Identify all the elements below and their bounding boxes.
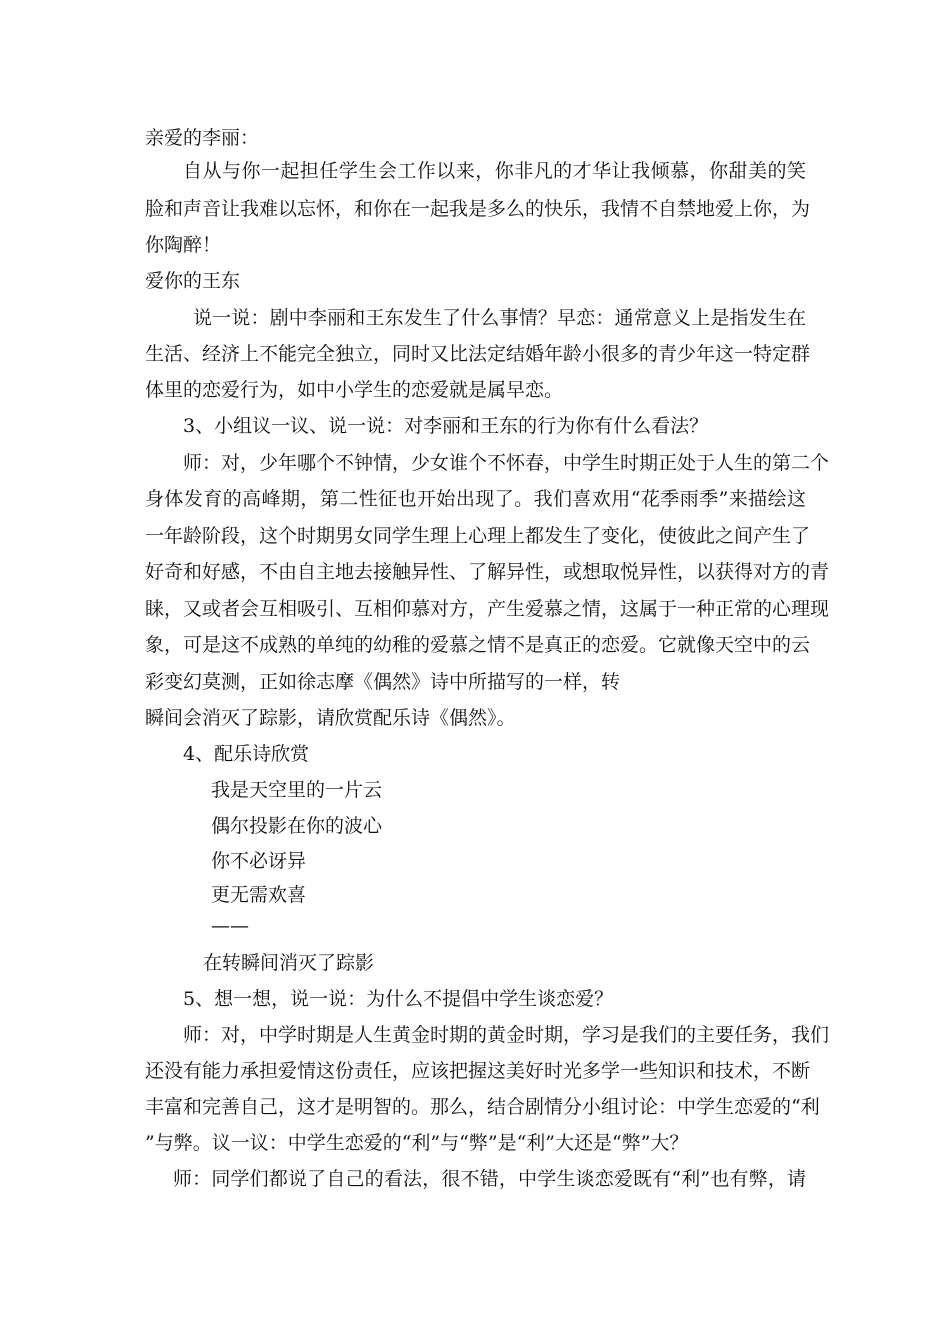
step5-line: 师：同学们都说了自己的看法，很不错，中学生谈恋爱既有“利”也有弊，请 — [173, 1168, 806, 1190]
step3-line: 瞬间会消灭了踪影，请欣赏配乐诗《偶然》。 — [145, 707, 516, 729]
letter-body-line: 脸和声音让我难以忘怀，和你在一起我是多么的快乐，我情不自禁地爱上你，为 — [145, 198, 811, 220]
letter-signature: 爱你的王东 — [145, 270, 241, 292]
poem-line: 更无需欢喜 — [211, 884, 307, 906]
discussion-line: 体里的恋爱行为，如中小学生的恋爱就是属早恋。 — [145, 379, 564, 401]
letter-salutation: 亲爱的李丽： — [145, 127, 260, 149]
step3-heading: 3、小组议一议、说一说：对李丽和王东的行为你有什么看法？ — [183, 415, 709, 437]
poem-line: 你不必讶异 — [211, 850, 307, 872]
poem-line: 在转瞬间消灭了踪影 — [203, 952, 375, 974]
step3-line: 象，可是这不成熟的单纯的幼稚的爱慕之情不是真正的恋爱。它就像天空中的云 — [145, 634, 811, 656]
step3-line: 睐，又或者会互相吸引、互相仰慕对方，产生爱慕之情，这属于一种正常的心理现 — [145, 598, 830, 620]
step3-line: 好奇和好感，不由自主地去接触异性、了解异性，或想取悦异性，以获得对方的青 — [145, 561, 830, 583]
step5-line: 还没有能力承担爱情这份责任，应该把握这美好时光多学一些知识和技术，不断 — [145, 1060, 811, 1082]
step3-line: 师：对，少年哪个不钟情，少女谁个不怀春，中学生时期正处于人生的第二个 — [183, 452, 830, 474]
step4-heading: 4、配乐诗欣赏 — [183, 743, 310, 765]
step5-line: 师：对，中学时期是人生黄金时期的黄金时期，学习是我们的主要任务，我们 — [183, 1024, 830, 1046]
poem-line: 偶尔投影在你的波心 — [211, 815, 383, 837]
step3-line: 身体发育的高峰期，第二性征也开始出现了。我们喜欢用“花季雨季”来描绘这 — [145, 488, 806, 510]
step5-line: 丰富和完善自己，这才是明智的。那么，结合剧情分小组讨论：中学生恋爱的“利 — [145, 1096, 820, 1118]
step3-line: 彩变幻莫测，正如徐志摩《偶然》诗中所描写的一样，转 — [145, 671, 621, 693]
letter-body-line: 自从与你一起担任学生会工作以来，你非凡的才华让我倾慕，你甜美的笑 — [183, 160, 806, 182]
step5-heading: 5、想一想，说一说：为什么不提倡中学生谈恋爱？ — [183, 988, 614, 1010]
discussion-line: 说一说：剧中李丽和王东发生了什么事情？早恋：通常意义上是指发生在 — [193, 307, 806, 329]
letter-body-line: 你陶醉！ — [145, 234, 222, 256]
poem-line: 我是天空里的一片云 — [211, 779, 383, 801]
step5-line: ”与弊。议一议：中学生恋爱的“利”与“弊”是“利”大还是“弊”大？ — [145, 1132, 689, 1154]
discussion-line: 生活、经济上不能完全独立，同时又比法定结婚年龄小很多的青少年这一特定群 — [145, 343, 811, 365]
step3-line: 一年龄阶段，这个时期男女同学生理上心理上都发生了变化，使彼此之间产生了 — [145, 525, 811, 547]
poem-dash: —— — [211, 915, 249, 937]
